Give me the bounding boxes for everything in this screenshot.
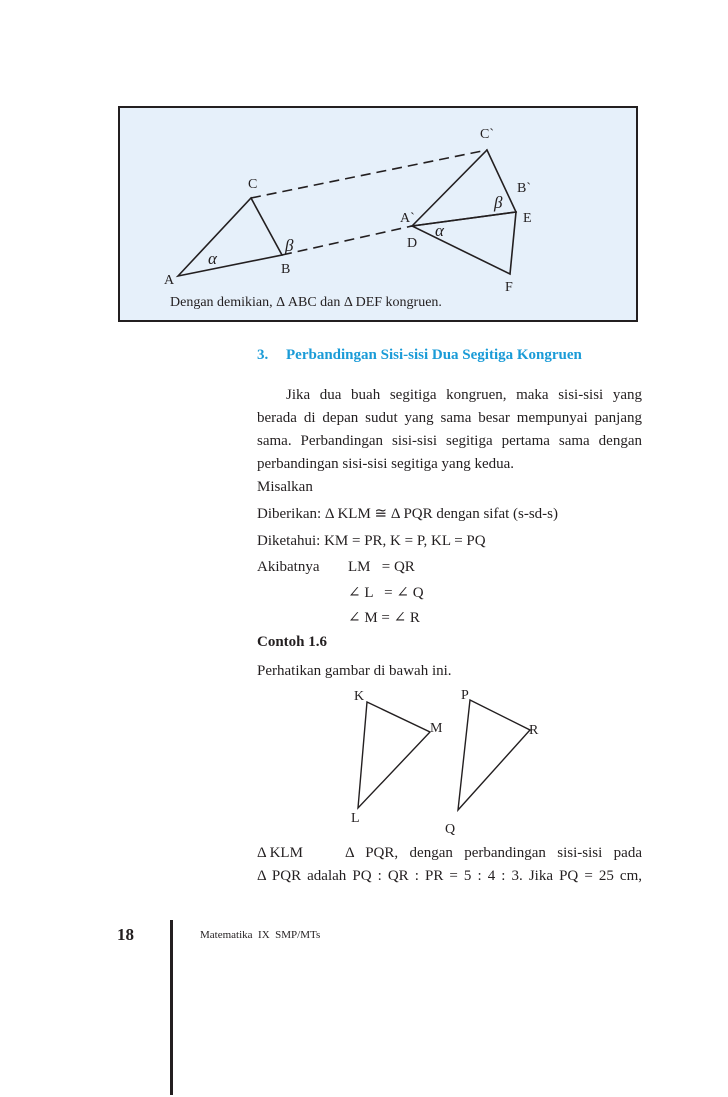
label-p: P — [461, 688, 469, 703]
label-c: C — [248, 177, 258, 192]
example-title: Contoh 1.6 — [257, 634, 328, 650]
footer-book-title: Matematika IX SMP/MTs — [200, 929, 321, 941]
figure-congruent-triangles — [0, 0, 728, 340]
equation-angle-l-q: ∠ L = ∠ Q — [348, 585, 424, 601]
diberikan-part-a: Diberikan: Δ KLM — [257, 506, 375, 522]
label-b-prime: B` — [517, 181, 531, 196]
section-title: Perbandingan Sisi-sisi Dua Segitiga Kongruen — [286, 347, 582, 363]
label-q: Q — [445, 822, 456, 837]
label-c-prime: C` — [480, 127, 494, 142]
triangle-klm — [358, 702, 430, 808]
misalkan-text: Misalkan — [257, 479, 313, 495]
label-a-prime: A` — [400, 211, 415, 226]
example-intro: Perhatikan gambar di bawah ini. — [257, 663, 452, 679]
label-f: F — [505, 280, 513, 295]
footer-vertical-rule — [170, 920, 173, 1095]
figure-caption: Dengan demikian, Δ ABC dan Δ DEF kongruen. — [170, 295, 442, 310]
example-text-line1-b: Δ PQR, dengan perbandingan sisi-sisi pada — [345, 845, 642, 861]
equation-lm-qr: LM = QR — [348, 559, 415, 575]
dashed-line-b — [282, 226, 412, 255]
dashed-line-c — [251, 150, 487, 198]
label-e: E — [523, 211, 532, 226]
section-number: 3. — [257, 347, 269, 363]
triangle-abc — [178, 198, 282, 276]
label-m: M — [430, 721, 443, 736]
akibatnya-label: Akibatnya — [257, 559, 320, 575]
angle-alpha-prime: α — [435, 221, 444, 240]
angle-beta-prime: β — [494, 193, 503, 212]
triangle-pqr — [458, 700, 530, 810]
diketahui-text: Diketahui: KM = PR, K = P, KL = PQ — [257, 533, 486, 549]
label-d: D — [407, 236, 418, 251]
label-a: A — [164, 273, 175, 288]
page-number: 18 — [117, 925, 134, 944]
example-text-line1-a: Δ KLM — [257, 845, 303, 861]
label-r: R — [529, 723, 539, 738]
equation-angle-m-r: ∠ M = ∠ R — [348, 610, 420, 626]
diberikan-text — [257, 503, 558, 526]
section-paragraph: Jika dua buah segitiga kongruen, maka sisi-sisi yang berada di depan sudut yang sama besar mempunyai panjang sama. Perbandingan sisi-sisi segitiga pertama sama dengan perbandingan sisi-sisi segitiga yang kedua. — [257, 387, 642, 472]
diberikan-part-b: Δ PQR dengan sifat (s-sd-s) — [387, 506, 559, 522]
label-b: B — [281, 262, 291, 277]
triangle-def — [412, 212, 516, 274]
label-k: K — [354, 689, 365, 704]
figure-klm-pqr — [330, 680, 560, 840]
angle-alpha-abc: α — [208, 249, 217, 268]
angle-beta-abc: β — [285, 236, 294, 255]
congruent-symbol: ≅ — [374, 506, 388, 522]
label-l: L — [351, 811, 360, 826]
example-text-line2: Δ PQR adalah PQ : QR : PR = 5 : 4 : 3. Jika PQ = 25 cm, — [257, 868, 642, 884]
